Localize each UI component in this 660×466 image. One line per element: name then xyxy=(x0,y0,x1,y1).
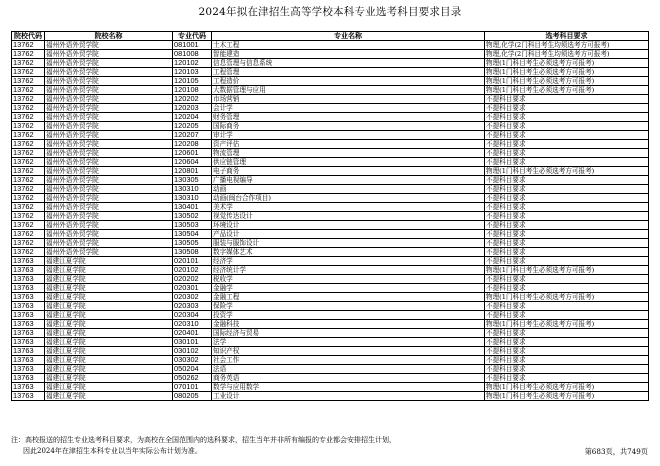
cell-school-code: 13763 xyxy=(12,257,45,266)
cell-school-name: 福州外语外贸学院 xyxy=(45,50,173,59)
header-major-code: 专业代码 xyxy=(173,32,212,41)
cell-school-name: 福州外语外贸学院 xyxy=(45,167,173,176)
cell-major-name: 经济统计学 xyxy=(212,266,485,275)
cell-major-name: 金融工程 xyxy=(212,293,485,302)
header-major-name: 专业名称 xyxy=(212,32,485,41)
cell-school-name: 福建江夏学院 xyxy=(45,365,173,374)
cell-major-name: 广播电视编导 xyxy=(212,176,485,185)
cell-major-name: 数学与应用数学 xyxy=(212,383,485,392)
cell-school-code: 13762 xyxy=(12,176,45,185)
table-row xyxy=(12,356,649,365)
table-row xyxy=(12,95,649,104)
cell-major-name: 商务英语 xyxy=(212,374,485,383)
cell-requirement: 不提科目要求 xyxy=(485,149,649,158)
cell-major-name: 市场营销 xyxy=(212,95,485,104)
cell-school-code: 13763 xyxy=(12,329,45,338)
cell-school-name: 福州外语外贸学院 xyxy=(45,113,173,122)
cell-school-code: 13762 xyxy=(12,41,45,50)
cell-school-name: 福州外语外贸学院 xyxy=(45,239,173,248)
cell-school-name: 福建江夏学院 xyxy=(45,347,173,356)
table-row xyxy=(12,311,649,320)
cell-requirement: 不提科目要求 xyxy=(485,356,649,365)
cell-major-code: 120103 xyxy=(173,68,212,77)
table-header-row xyxy=(12,32,649,41)
cell-major-name: 经济学 xyxy=(212,257,485,266)
cell-school-code: 13763 xyxy=(12,311,45,320)
cell-major-name: 动画(闽台合作项目) xyxy=(212,194,485,203)
table-row xyxy=(12,131,649,140)
cell-requirement: 物理,化学(2门科目考生均须选考方可报考) xyxy=(485,50,649,59)
cell-school-code: 13762 xyxy=(12,158,45,167)
table-row xyxy=(12,203,649,212)
table-row xyxy=(12,77,649,86)
cell-school-code: 13762 xyxy=(12,86,45,95)
cell-school-code: 13763 xyxy=(12,302,45,311)
cell-school-code: 13762 xyxy=(12,77,45,86)
cell-major-code: 120204 xyxy=(173,113,212,122)
cell-major-code: 050204 xyxy=(173,365,212,374)
cell-school-name: 福州外语外贸学院 xyxy=(45,176,173,185)
cell-major-code: 020301 xyxy=(173,284,212,293)
cell-requirement: 不提科目要求 xyxy=(485,248,649,257)
cell-major-code: 020310 xyxy=(173,320,212,329)
cell-requirement: 物理(1门科目考生必须选考方可报考) xyxy=(485,68,649,77)
cell-school-code: 13763 xyxy=(12,266,45,275)
cell-major-name: 税收学 xyxy=(212,275,485,284)
cell-requirement: 物理(1门科目考生必须选考方可报考) xyxy=(485,392,649,401)
header-school-code: 院校代码 xyxy=(12,32,45,41)
table-row xyxy=(12,167,649,176)
table-row xyxy=(12,275,649,284)
cell-requirement: 不提科目要求 xyxy=(485,257,649,266)
cell-requirement: 不提科目要求 xyxy=(485,140,649,149)
cell-requirement: 不提科目要求 xyxy=(485,104,649,113)
cell-major-code: 120208 xyxy=(173,140,212,149)
cell-major-name: 社会工作 xyxy=(212,356,485,365)
table-row xyxy=(12,374,649,383)
cell-school-name: 福建江夏学院 xyxy=(45,374,173,383)
cell-requirement: 不提科目要求 xyxy=(485,302,649,311)
cell-school-code: 13762 xyxy=(12,194,45,203)
cell-major-code: 020202 xyxy=(173,275,212,284)
table-row xyxy=(12,392,649,401)
cell-school-name: 福建江夏学院 xyxy=(45,302,173,311)
cell-requirement: 不提科目要求 xyxy=(485,176,649,185)
cell-requirement: 不提科目要求 xyxy=(485,212,649,221)
cell-school-code: 13763 xyxy=(12,338,45,347)
cell-school-code: 13763 xyxy=(12,284,45,293)
cell-major-code: 120105 xyxy=(173,77,212,86)
cell-requirement: 物理(1门科目考生必须选考方可报考) xyxy=(485,320,649,329)
cell-requirement: 不提科目要求 xyxy=(485,284,649,293)
cell-school-name: 福建江夏学院 xyxy=(45,275,173,284)
cell-major-name: 金融科技 xyxy=(212,320,485,329)
table-row xyxy=(12,140,649,149)
cell-school-name: 福州外语外贸学院 xyxy=(45,221,173,230)
cell-school-code: 13762 xyxy=(12,230,45,239)
table-row xyxy=(12,230,649,239)
table-row xyxy=(12,212,649,221)
table-row xyxy=(12,149,649,158)
table-row xyxy=(12,122,649,131)
cell-school-name: 福州外语外贸学院 xyxy=(45,122,173,131)
page-title: 2024年拟在津招生高等学校本科专业选考科目要求目录 xyxy=(198,6,462,18)
cell-major-name: 法语 xyxy=(212,365,485,374)
cell-requirement: 物理(1门科目考生必须选考方可报考) xyxy=(485,383,649,392)
cell-major-name: 金融学 xyxy=(212,284,485,293)
cell-school-code: 13762 xyxy=(12,248,45,257)
cell-school-code: 13763 xyxy=(12,383,45,392)
cell-major-name: 工程管理 xyxy=(212,68,485,77)
table-row xyxy=(12,59,649,68)
footnote xyxy=(11,435,571,457)
cell-school-code: 13762 xyxy=(12,167,45,176)
cell-school-code: 13762 xyxy=(12,59,45,68)
cell-major-code: 130310 xyxy=(173,185,212,194)
cell-major-name: 智能建造 xyxy=(212,50,485,59)
cell-major-name: 环境设计 xyxy=(212,221,485,230)
cell-requirement: 不提科目要求 xyxy=(485,203,649,212)
cell-requirement: 不提科目要求 xyxy=(485,311,649,320)
cell-major-name: 信息管理与信息系统 xyxy=(212,59,485,68)
cell-major-code: 130504 xyxy=(173,230,212,239)
table-row xyxy=(12,302,649,311)
cell-school-name: 福州外语外贸学院 xyxy=(45,194,173,203)
cell-major-code: 020401 xyxy=(173,329,212,338)
cell-major-code: 130503 xyxy=(173,221,212,230)
cell-major-name: 视觉传达设计 xyxy=(212,212,485,221)
cell-school-code: 13762 xyxy=(12,131,45,140)
cell-major-code: 020304 xyxy=(173,311,212,320)
cell-school-name: 福州外语外贸学院 xyxy=(45,158,173,167)
cell-school-name: 福州外语外贸学院 xyxy=(45,131,173,140)
cell-requirement: 不提科目要求 xyxy=(485,347,649,356)
table-row xyxy=(12,347,649,356)
table-row xyxy=(12,185,649,194)
table-row xyxy=(12,266,649,275)
cell-major-name: 物流管理 xyxy=(212,149,485,158)
cell-major-name: 国际经济与贸易 xyxy=(212,329,485,338)
cell-major-code: 050262 xyxy=(173,374,212,383)
cell-school-name: 福州外语外贸学院 xyxy=(45,203,173,212)
cell-school-name: 福州外语外贸学院 xyxy=(45,248,173,257)
cell-school-name: 福州外语外贸学院 xyxy=(45,77,173,86)
cell-school-name: 福建江夏学院 xyxy=(45,266,173,275)
table-row xyxy=(12,284,649,293)
cell-school-code: 13762 xyxy=(12,95,45,104)
cell-school-code: 13762 xyxy=(12,50,45,59)
cell-requirement: 不提科目要求 xyxy=(485,221,649,230)
header-school-name: 院校名称 xyxy=(45,32,173,41)
cell-requirement: 不提科目要求 xyxy=(485,158,649,167)
cell-major-code: 120203 xyxy=(173,104,212,113)
table-row xyxy=(12,158,649,167)
cell-major-name: 资产评估 xyxy=(212,140,485,149)
cell-major-code: 080205 xyxy=(173,392,212,401)
cell-requirement: 不提科目要求 xyxy=(485,230,649,239)
cell-school-name: 福州外语外贸学院 xyxy=(45,140,173,149)
cell-requirement: 不提科目要求 xyxy=(485,239,649,248)
cell-school-name: 福建江夏学院 xyxy=(45,257,173,266)
cell-major-code: 130505 xyxy=(173,239,212,248)
cell-school-code: 13762 xyxy=(12,104,45,113)
cell-requirement: 不提科目要求 xyxy=(485,95,649,104)
cell-school-code: 13762 xyxy=(12,203,45,212)
cell-school-name: 福建江夏学院 xyxy=(45,392,173,401)
cell-major-code: 120601 xyxy=(173,149,212,158)
cell-major-name: 保险学 xyxy=(212,302,485,311)
cell-requirement: 不提科目要求 xyxy=(485,122,649,131)
cell-major-code: 020302 xyxy=(173,293,212,302)
table-row xyxy=(12,257,649,266)
table-row xyxy=(12,239,649,248)
table-row xyxy=(12,50,649,59)
cell-requirement: 不提科目要求 xyxy=(485,275,649,284)
cell-requirement: 不提科目要求 xyxy=(485,365,649,374)
cell-major-name: 工程造价 xyxy=(212,77,485,86)
table-row xyxy=(12,113,649,122)
footnote-line-2: 因此2024年在津招生本科专业以当年实际公布计划为准。 xyxy=(23,447,202,455)
header-requirement: 选考科目要求 xyxy=(485,32,649,41)
cell-major-code: 120205 xyxy=(173,122,212,131)
cell-school-code: 13762 xyxy=(12,185,45,194)
table-row xyxy=(12,365,649,374)
cell-major-code: 030102 xyxy=(173,347,212,356)
cell-major-code: 130310 xyxy=(173,194,212,203)
cell-major-code: 020101 xyxy=(173,257,212,266)
cell-school-name: 福州外语外贸学院 xyxy=(45,86,173,95)
cell-major-name: 服装与服饰设计 xyxy=(212,239,485,248)
cell-school-name: 福建江夏学院 xyxy=(45,320,173,329)
table-row xyxy=(12,338,649,347)
cell-school-code: 13762 xyxy=(12,239,45,248)
cell-major-code: 130502 xyxy=(173,212,212,221)
cell-major-code: 130305 xyxy=(173,176,212,185)
cell-school-code: 13762 xyxy=(12,221,45,230)
cell-school-code: 13763 xyxy=(12,347,45,356)
cell-school-code: 13763 xyxy=(12,374,45,383)
cell-requirement: 不提科目要求 xyxy=(485,185,649,194)
cell-major-code: 120801 xyxy=(173,167,212,176)
cell-school-code: 13763 xyxy=(12,365,45,374)
cell-requirement: 物理(1门科目考生必须选考方可报考) xyxy=(485,77,649,86)
cell-school-name: 福建江夏学院 xyxy=(45,356,173,365)
cell-major-code: 120604 xyxy=(173,158,212,167)
cell-requirement: 物理,化学(2门科目考生均须选考方可报考) xyxy=(485,41,649,50)
cell-requirement: 不提科目要求 xyxy=(485,194,649,203)
cell-requirement: 不提科目要求 xyxy=(485,374,649,383)
cell-requirement: 物理(1门科目考生必须选考方可报考) xyxy=(485,86,649,95)
cell-major-code: 120108 xyxy=(173,86,212,95)
cell-major-code: 130401 xyxy=(173,203,212,212)
cell-major-code: 081001 xyxy=(173,41,212,50)
cell-major-code: 120207 xyxy=(173,131,212,140)
requirements-table xyxy=(11,31,649,401)
cell-requirement: 不提科目要求 xyxy=(485,329,649,338)
cell-school-name: 福州外语外贸学院 xyxy=(45,185,173,194)
cell-school-name: 福建江夏学院 xyxy=(45,338,173,347)
table-row xyxy=(12,221,649,230)
table-row xyxy=(12,383,649,392)
cell-major-code: 081008 xyxy=(173,50,212,59)
cell-major-code: 070101 xyxy=(173,383,212,392)
cell-school-code: 13762 xyxy=(12,140,45,149)
cell-requirement: 物理(1门科目考生必须选考方可报考) xyxy=(485,293,649,302)
cell-major-code: 020303 xyxy=(173,302,212,311)
cell-major-name: 大数据管理与应用 xyxy=(212,86,485,95)
cell-school-code: 13763 xyxy=(12,320,45,329)
cell-school-name: 福州外语外贸学院 xyxy=(45,230,173,239)
cell-school-name: 福建江夏学院 xyxy=(45,311,173,320)
cell-major-name: 财务管理 xyxy=(212,113,485,122)
cell-requirement: 不提科目要求 xyxy=(485,338,649,347)
cell-major-code: 130508 xyxy=(173,248,212,257)
table-row xyxy=(12,41,649,50)
cell-school-name: 福建江夏学院 xyxy=(45,293,173,302)
cell-requirement: 不提科目要求 xyxy=(485,113,649,122)
cell-major-name: 工业设计 xyxy=(212,392,485,401)
cell-requirement: 物理(1门科目考生必须选考方可报考) xyxy=(485,167,649,176)
cell-major-code: 030101 xyxy=(173,338,212,347)
cell-school-name: 福州外语外贸学院 xyxy=(45,59,173,68)
cell-school-name: 福州外语外贸学院 xyxy=(45,104,173,113)
cell-major-code: 030302 xyxy=(173,356,212,365)
cell-major-name: 审计学 xyxy=(212,131,485,140)
table-row xyxy=(12,68,649,77)
cell-major-name: 美术学 xyxy=(212,203,485,212)
cell-school-name: 福州外语外贸学院 xyxy=(45,149,173,158)
cell-school-name: 福建江夏学院 xyxy=(45,284,173,293)
table-row xyxy=(12,176,649,185)
cell-major-name: 数字媒体艺术 xyxy=(212,248,485,257)
table-row xyxy=(12,320,649,329)
cell-school-name: 福州外语外贸学院 xyxy=(45,68,173,77)
cell-school-code: 13763 xyxy=(12,275,45,284)
cell-major-name: 供应链管理 xyxy=(212,158,485,167)
cell-school-name: 福州外语外贸学院 xyxy=(45,95,173,104)
cell-requirement: 物理(1门科目考生必须选考方可报考) xyxy=(485,59,649,68)
cell-major-name: 会计学 xyxy=(212,104,485,113)
cell-requirement: 物理(1门科目考生必须选考方可报考) xyxy=(485,266,649,275)
cell-school-code: 13762 xyxy=(12,113,45,122)
cell-school-code: 13762 xyxy=(12,149,45,158)
cell-school-name: 福建江夏学院 xyxy=(45,329,173,338)
table-row xyxy=(12,194,649,203)
cell-requirement: 不提科目要求 xyxy=(485,131,649,140)
cell-major-code: 020102 xyxy=(173,266,212,275)
cell-major-code: 120202 xyxy=(173,95,212,104)
page-number: 第683页，共749页 xyxy=(584,447,648,456)
cell-major-name: 土木工程 xyxy=(212,41,485,50)
table-row xyxy=(12,293,649,302)
cell-school-name: 福建江夏学院 xyxy=(45,383,173,392)
cell-major-name: 知识产权 xyxy=(212,347,485,356)
cell-school-name: 福州外语外贸学院 xyxy=(45,41,173,50)
cell-major-name: 投资学 xyxy=(212,311,485,320)
cell-major-code: 120102 xyxy=(173,59,212,68)
cell-school-code: 13762 xyxy=(12,212,45,221)
cell-major-name: 产品设计 xyxy=(212,230,485,239)
cell-major-name: 法学 xyxy=(212,338,485,347)
cell-school-code: 13762 xyxy=(12,68,45,77)
footnote-line-1: 注：高校报送的招生专业选考科目要求，为高校在全国范围内的选科要求，招生当年并非所有编报的专业都会安排招生计划， xyxy=(11,436,396,444)
cell-major-name: 电子商务 xyxy=(212,167,485,176)
cell-major-name: 动画 xyxy=(212,185,485,194)
table-body xyxy=(12,41,649,401)
cell-school-code: 13763 xyxy=(12,356,45,365)
table-row xyxy=(12,329,649,338)
table-row xyxy=(12,248,649,257)
cell-school-code: 13763 xyxy=(12,392,45,401)
table-row xyxy=(12,86,649,95)
table-row xyxy=(12,104,649,113)
cell-major-name: 国际商务 xyxy=(212,122,485,131)
cell-school-code: 13762 xyxy=(12,122,45,131)
cell-school-code: 13763 xyxy=(12,293,45,302)
cell-school-name: 福州外语外贸学院 xyxy=(45,212,173,221)
